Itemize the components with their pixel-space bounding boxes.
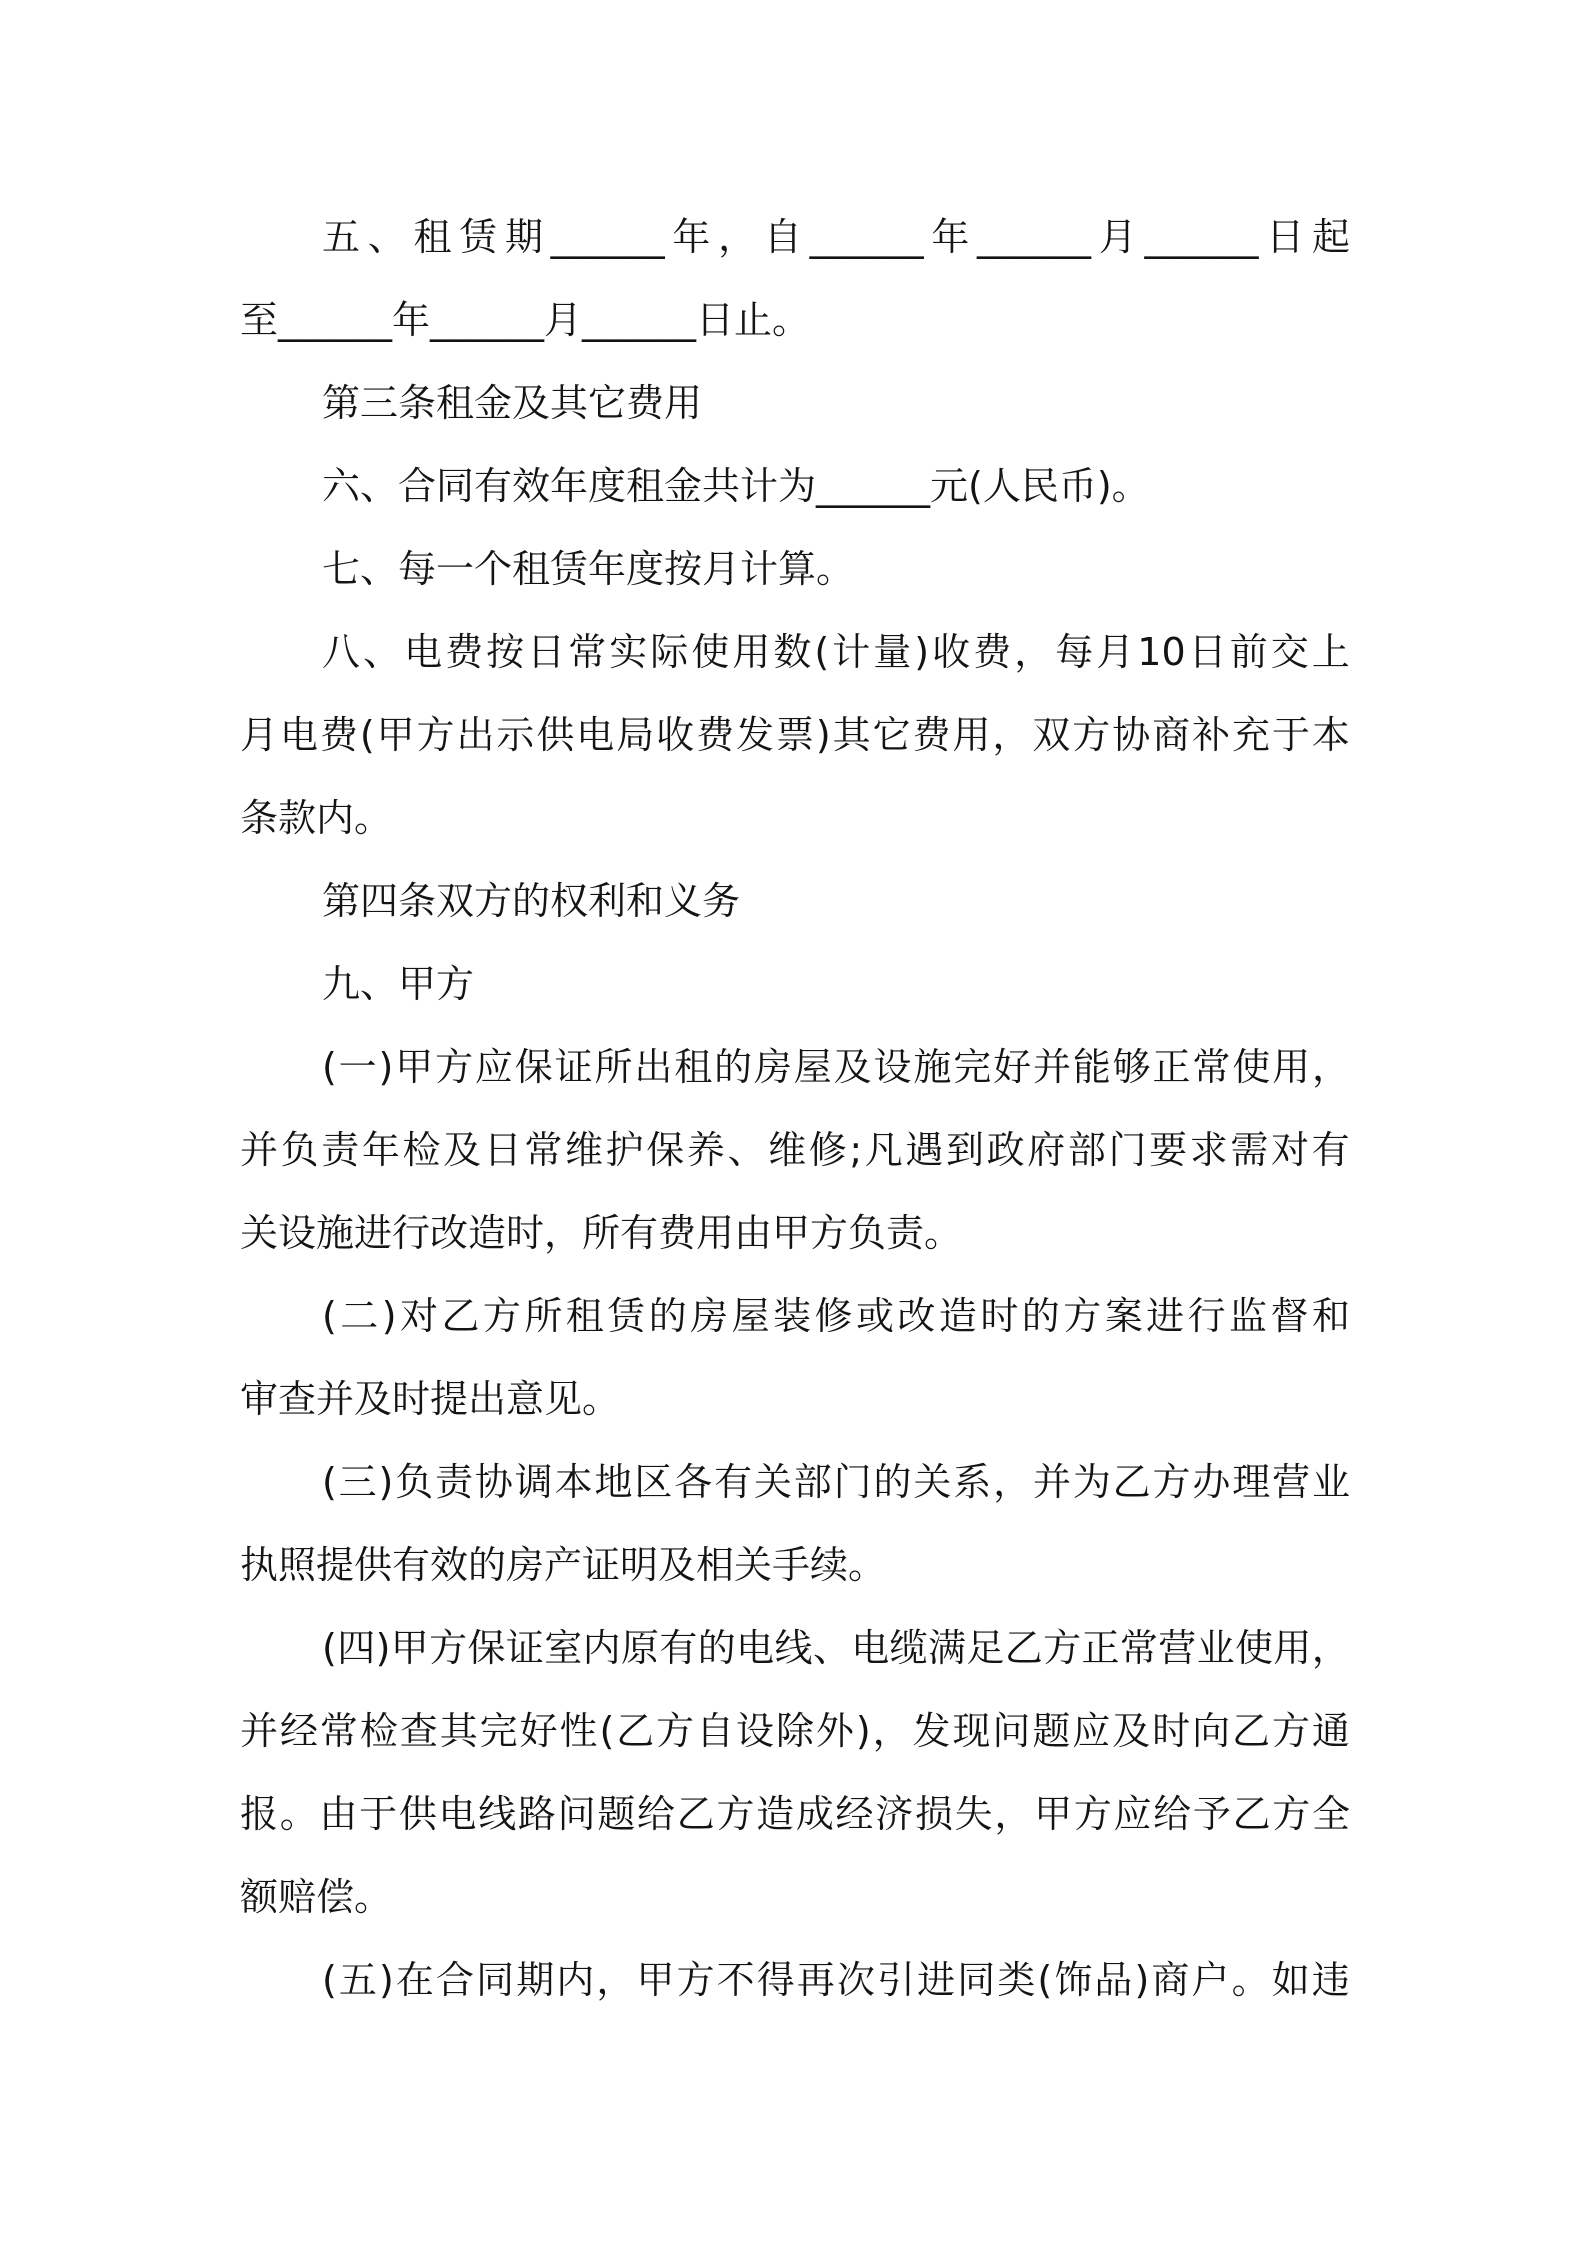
text-line: 额赔偿。 [240,1875,393,1919]
text-line: 六、合同有效年度租金共计为______元(人民币)。 [322,464,1150,508]
text-line: 五 、 租 赁 期 ______ 年 ， 自 ______ 年 ______ 月 ______ 日 起 [322,215,1350,259]
text-line: 第四条双方的权利和义务 [322,879,741,923]
contract-text [240,196,1350,2022]
text-line: ( 二 ) 对 乙 方 所 租 赁 的 房 屋 装 修 或 改 造 时 的 方 案 进 行 监 督 和 [322,1294,1350,1338]
text-line: 报 。 由 于 供 电 线 路 问 题 给 乙 方 造 成 经 济 损 失 ， 甲 方 应 给 予 乙 方 全 [240,1792,1350,1836]
text-line: 条款内。 [240,796,393,840]
text-line: 至______年______月______日止。 [240,298,811,342]
text-line: 月 电 费 ( 甲 方 出 示 供 电 局 收 费 发 票 ) 其 它 费 用 ， 双 方 协 商 补 充 于 本 [240,713,1350,757]
text-line: 并 负 责 年 检 及 日 常 维 护 保 养 、 维 修 ; 凡 遇 到 政 府 部 门 要 求 需 对 有 [240,1128,1350,1172]
text-line: 执照提供有效的房产证明及相关手续。 [240,1543,887,1587]
text-line: 第三条租金及其它费用 [322,381,703,425]
text-line: ( 三 ) 负 责 协 调 本 地 区 各 有 关 部 门 的 关 系 ， 并 为 乙 方 办 理 营 业 [322,1460,1350,1504]
text-line: 关设施进行改造时，所有费用由甲方负责。 [240,1211,963,1255]
text-line: 九、甲方 [322,962,475,1006]
text-line: ( 五 ) 在 合 同 期 内 ， 甲 方 不 得 再 次 引 进 同 类 ( 饰 品 ) 商 户 。 如 违 [322,1958,1350,2002]
text-line: 八 、 电 费 按 日 常 实 际 使 用 数 ( 计 量 ) 收 费 ， 每 月 10 日 前 交 上 [322,630,1350,674]
text-line: 审查并及时提出意见。 [240,1377,621,1421]
text-line: ( 四 ) 甲 方 保 证 室 内 原 有 的 电 线 、 电 缆 满 足 乙 方 正 常 营 业 使 用 ， [322,1626,1350,1670]
text-line: 并 经 常 检 查 其 完 好 性 ( 乙 方 自 设 除 外 ) ， 发 现 问 题 应 及 时 向 乙 方 通 [240,1709,1350,1753]
text-line: ( 一 ) 甲 方 应 保 证 所 出 租 的 房 屋 及 设 施 完 好 并 能 够 正 常 使 用 ， [322,1045,1350,1089]
text-line: 七、每一个租赁年度按月计算。 [322,547,855,591]
